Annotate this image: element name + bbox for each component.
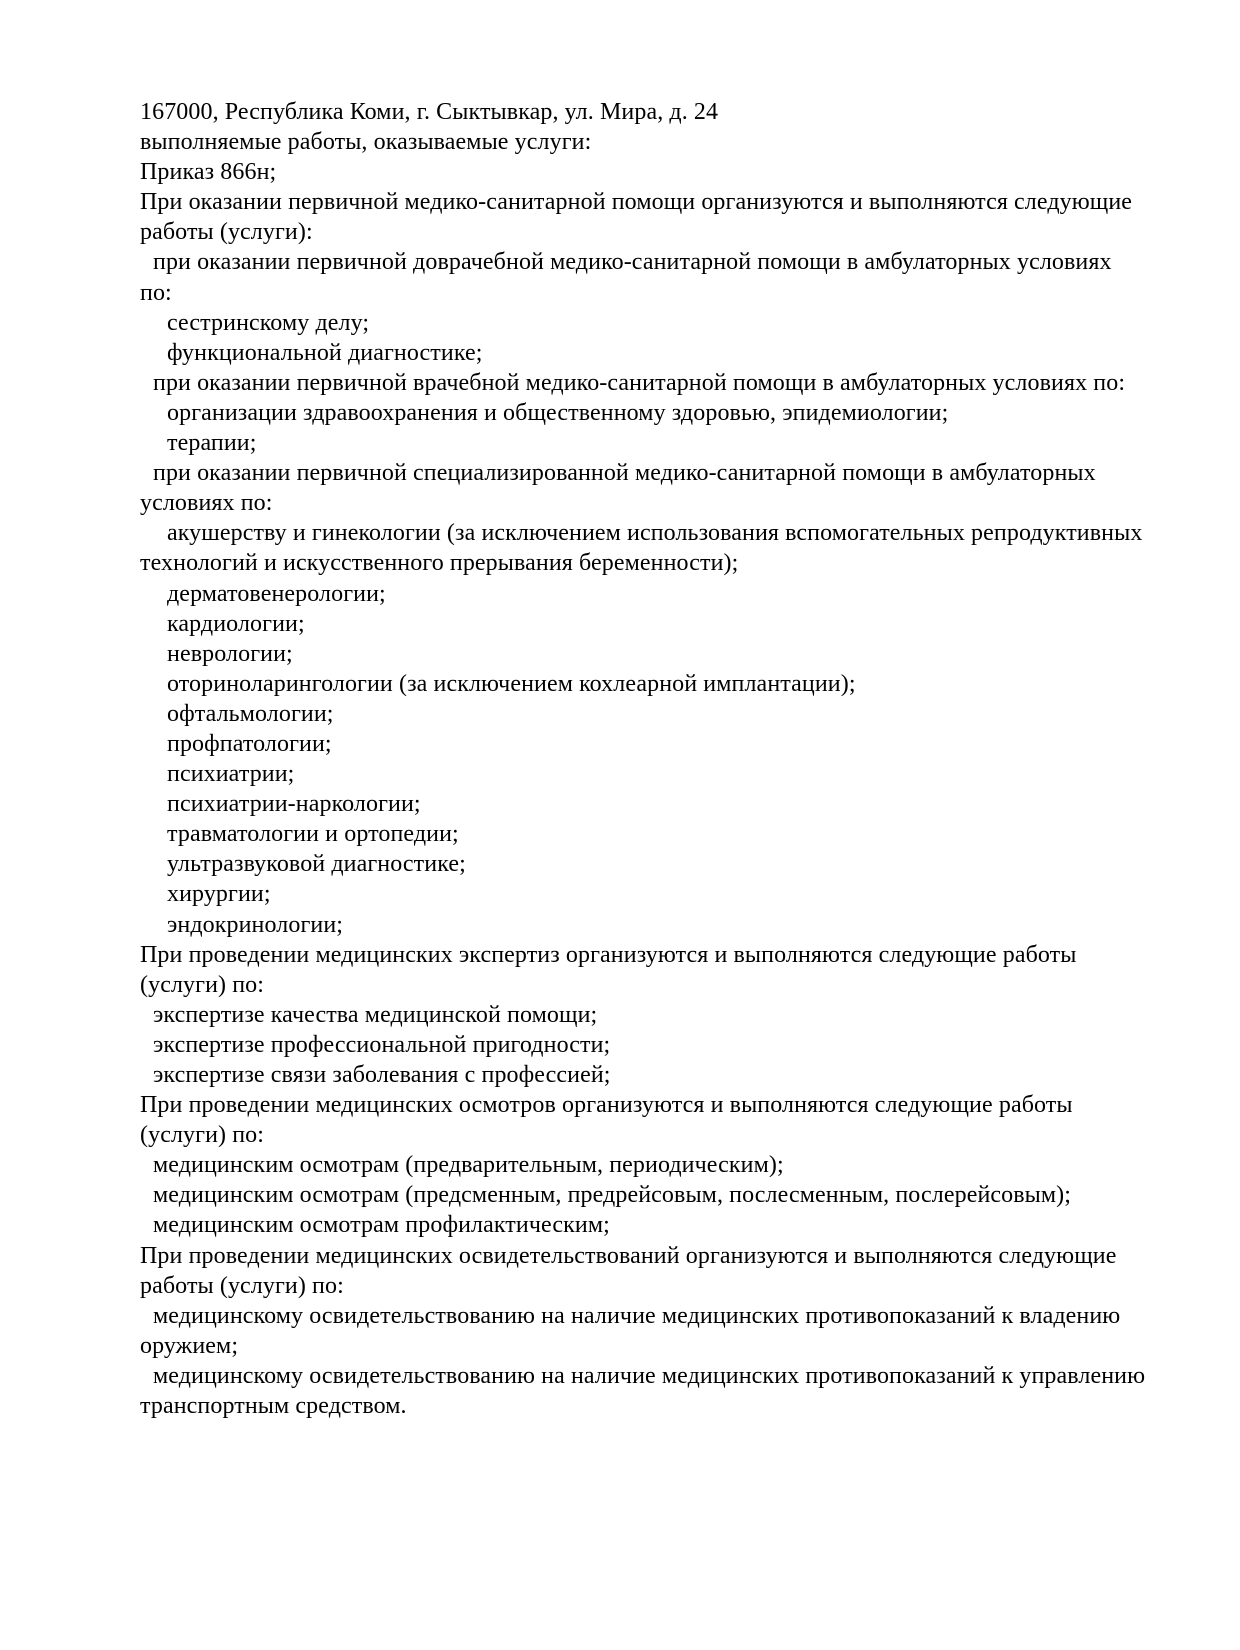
- text-line: неврологии;: [167, 640, 293, 667]
- text-line: технологий и искусственного прерывания беременности);: [140, 550, 739, 577]
- text-line: работы (услуги) по:: [140, 1272, 344, 1299]
- text-line: при оказании первичной доврачебной медико-санитарной помощи в амбулаторных условиях: [153, 249, 1112, 276]
- text-line: При оказании первичной медико-санитарной помощи организуются и выполняются следующие: [140, 189, 1133, 216]
- text-line: При проведении медицинских экспертиз организуются и выполняются следующие работы: [140, 941, 1077, 968]
- text-line: эндокринологии;: [167, 911, 344, 938]
- text-line: условиях по:: [140, 490, 273, 517]
- text-line: дерматовенерологии;: [167, 580, 386, 607]
- text-line: организации здравоохранения и общественному здоровью, эпидемиологии;: [167, 399, 949, 426]
- text-line: травматологии и ортопедии;: [167, 821, 459, 848]
- text-line: При проведении медицинских освидетельствований организуются и выполняются следующие: [140, 1242, 1117, 1269]
- text-line: офтальмологии;: [167, 700, 334, 727]
- text-line: Приказ 866н;: [140, 159, 277, 186]
- text-line: (услуги) по:: [140, 971, 265, 998]
- text-line: транспортным средством.: [140, 1393, 407, 1420]
- text-line: медицинскому освидетельствованию на наличие медицинских противопоказаний к управлению: [153, 1362, 1146, 1389]
- text-line: медицинским осмотрам (предсменным, предрейсовым, послесменным, послерейсовым);: [153, 1182, 1072, 1209]
- text-line: функциональной диагностике;: [167, 339, 483, 366]
- text-line: оториноларингологии (за исключением кохлеарной имплантации);: [167, 670, 856, 697]
- text-line: (услуги) по:: [140, 1122, 265, 1149]
- text-line: психиатрии-наркологии;: [167, 791, 421, 818]
- text-line: при оказании первичной специализированной медико-санитарной помощи в амбулаторных: [153, 460, 1096, 487]
- text-line: экспертизе связи заболевания с профессией;: [153, 1062, 611, 1088]
- text-line: При проведении медицинских осмотров организуются и выполняются следующие работы: [140, 1092, 1073, 1119]
- document-text: [140, 97, 1146, 1421]
- text-line: сестринскому делу;: [167, 309, 370, 336]
- text-line: кардиологии;: [167, 610, 305, 637]
- text-line: при оказании первичной врачебной медико-санитарной помощи в амбулаторных условиях по:: [153, 369, 1126, 396]
- text-line: профпатологии;: [167, 730, 332, 757]
- text-line: экспертизе профессиональной пригодности;: [153, 1031, 611, 1058]
- text-line: акушерству и гинекологии (за исключением использования вспомогательных репродуктивных: [167, 520, 1143, 547]
- text-line: 167000, Республика Коми, г. Сыктывкар, ул. Мира, д. 24: [140, 99, 719, 125]
- text-line: экспертизе качества медицинской помощи;: [153, 1001, 598, 1028]
- text-line: хирургии;: [167, 881, 271, 908]
- text-line: медицинским осмотрам (предварительным, периодическим);: [153, 1152, 784, 1179]
- text-line: оружием;: [140, 1332, 239, 1359]
- text-line: работы (услуги):: [140, 219, 313, 246]
- text-line: по:: [140, 279, 172, 306]
- text-line: терапии;: [167, 430, 257, 457]
- text-line: медицинскому освидетельствованию на наличие медицинских противопоказаний к владению: [153, 1302, 1121, 1329]
- text-line: психиатрии;: [167, 761, 295, 788]
- text-line: ультразвуковой диагностике;: [167, 851, 466, 878]
- text-line: выполняемые работы, оказываемые услуги:: [140, 129, 592, 156]
- text-line: медицинским осмотрам профилактическим;: [153, 1212, 610, 1239]
